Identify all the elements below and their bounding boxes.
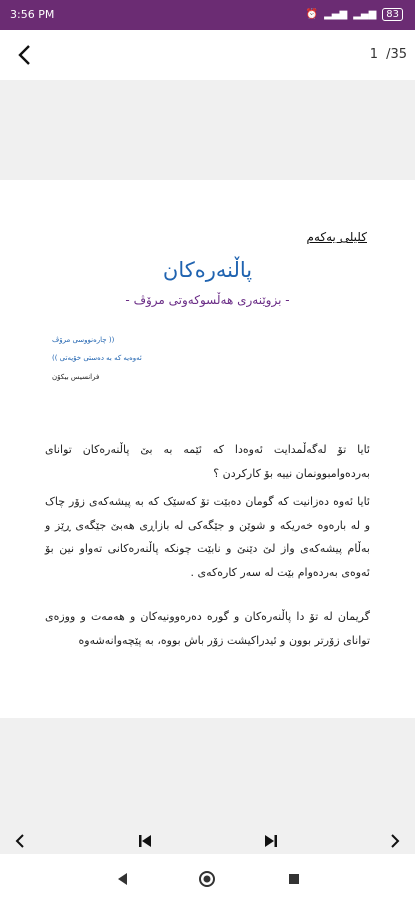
square-recents-icon — [288, 873, 300, 885]
system-back-button[interactable] — [111, 868, 133, 890]
status-icons — [306, 8, 403, 21]
chapter-title: پاڵنەرەکان — [162, 258, 253, 282]
quote-line: ئەوەیە کە بە دەستی خۆیەتی )) — [52, 354, 142, 362]
chapter-heading: کلیلی یەکەم — [306, 230, 367, 244]
page-counter — [370, 47, 407, 62]
current-page: 1 — [369, 47, 379, 62]
signal-icon: ▂▄▆ — [324, 9, 348, 20]
page-margin-top — [0, 80, 415, 180]
signal-icon: ▂▄▆ — [353, 9, 377, 20]
first-page-button[interactable] — [133, 830, 157, 852]
battery-icon: 83 — [382, 8, 403, 21]
page-margin-bottom — [0, 718, 415, 828]
skip-last-icon — [263, 834, 279, 848]
system-recents-button[interactable] — [283, 868, 305, 890]
document-page[interactable] — [0, 180, 415, 718]
reader-toolbar — [0, 30, 415, 80]
last-page-button[interactable] — [259, 830, 283, 852]
triangle-back-icon — [116, 872, 128, 886]
back-button[interactable] — [10, 40, 40, 70]
skip-first-icon — [137, 834, 153, 848]
system-navigation-bar — [0, 858, 415, 900]
previous-page-button[interactable] — [8, 830, 32, 852]
body-paragraph: ئایا تۆ لەگەڵمدایت ئەوەدا کە ئێمە بە بێ پاڵنەرەکان توانای بەردەوامبوونمان نییە بۆ کارکردن ؟ — [45, 443, 370, 480]
system-home-button[interactable] — [196, 868, 218, 890]
quote-author: فرانسیس بیکۆن — [52, 373, 100, 381]
circle-home-icon — [198, 870, 216, 888]
chapter-subtitle: - بزوێنەری هەڵسوکەوتی مرۆڤ - — [125, 293, 290, 307]
status-time: 3:56 PM — [10, 8, 55, 21]
chevron-left-icon — [15, 834, 25, 848]
chevron-right-icon — [390, 834, 400, 848]
quote-line: (( چارەنووسی مرۆڤ — [52, 336, 115, 344]
body-paragraph: گریمان لە تۆ دا پاڵنەرەکان و گورە دەرەوونیەکان و هەمەت و ووزەی توانای زۆرتر بوون و ئیدراکیشت زۆر باش بووە، بە پێچەوانەشەوە — [45, 610, 370, 647]
page-navigation-bar — [0, 828, 415, 854]
chevron-left-icon — [17, 44, 33, 66]
alarm-icon: ⏰ — [305, 9, 319, 20]
body-paragraph: ئایا ئەوە دەزانیت کە گومان دەبێت تۆ کەسێک کە بە پیشەکەی زۆر چاک و لە بارەوە خەریکە و شوێن و جێگەکی لە بازاڕی هەبێ جێگەی ڕێز و بەڵام پیشەکەی واز لێ دێنێ و نابێت چونکە پاڵنەرەکانی تەواو نین بۆ ئەوەی بەردەوام بێت لە سەر کارەکەی . — [45, 495, 370, 579]
next-page-button[interactable] — [383, 830, 407, 852]
status-bar — [0, 0, 415, 30]
total-pages: /35 — [386, 47, 407, 62]
